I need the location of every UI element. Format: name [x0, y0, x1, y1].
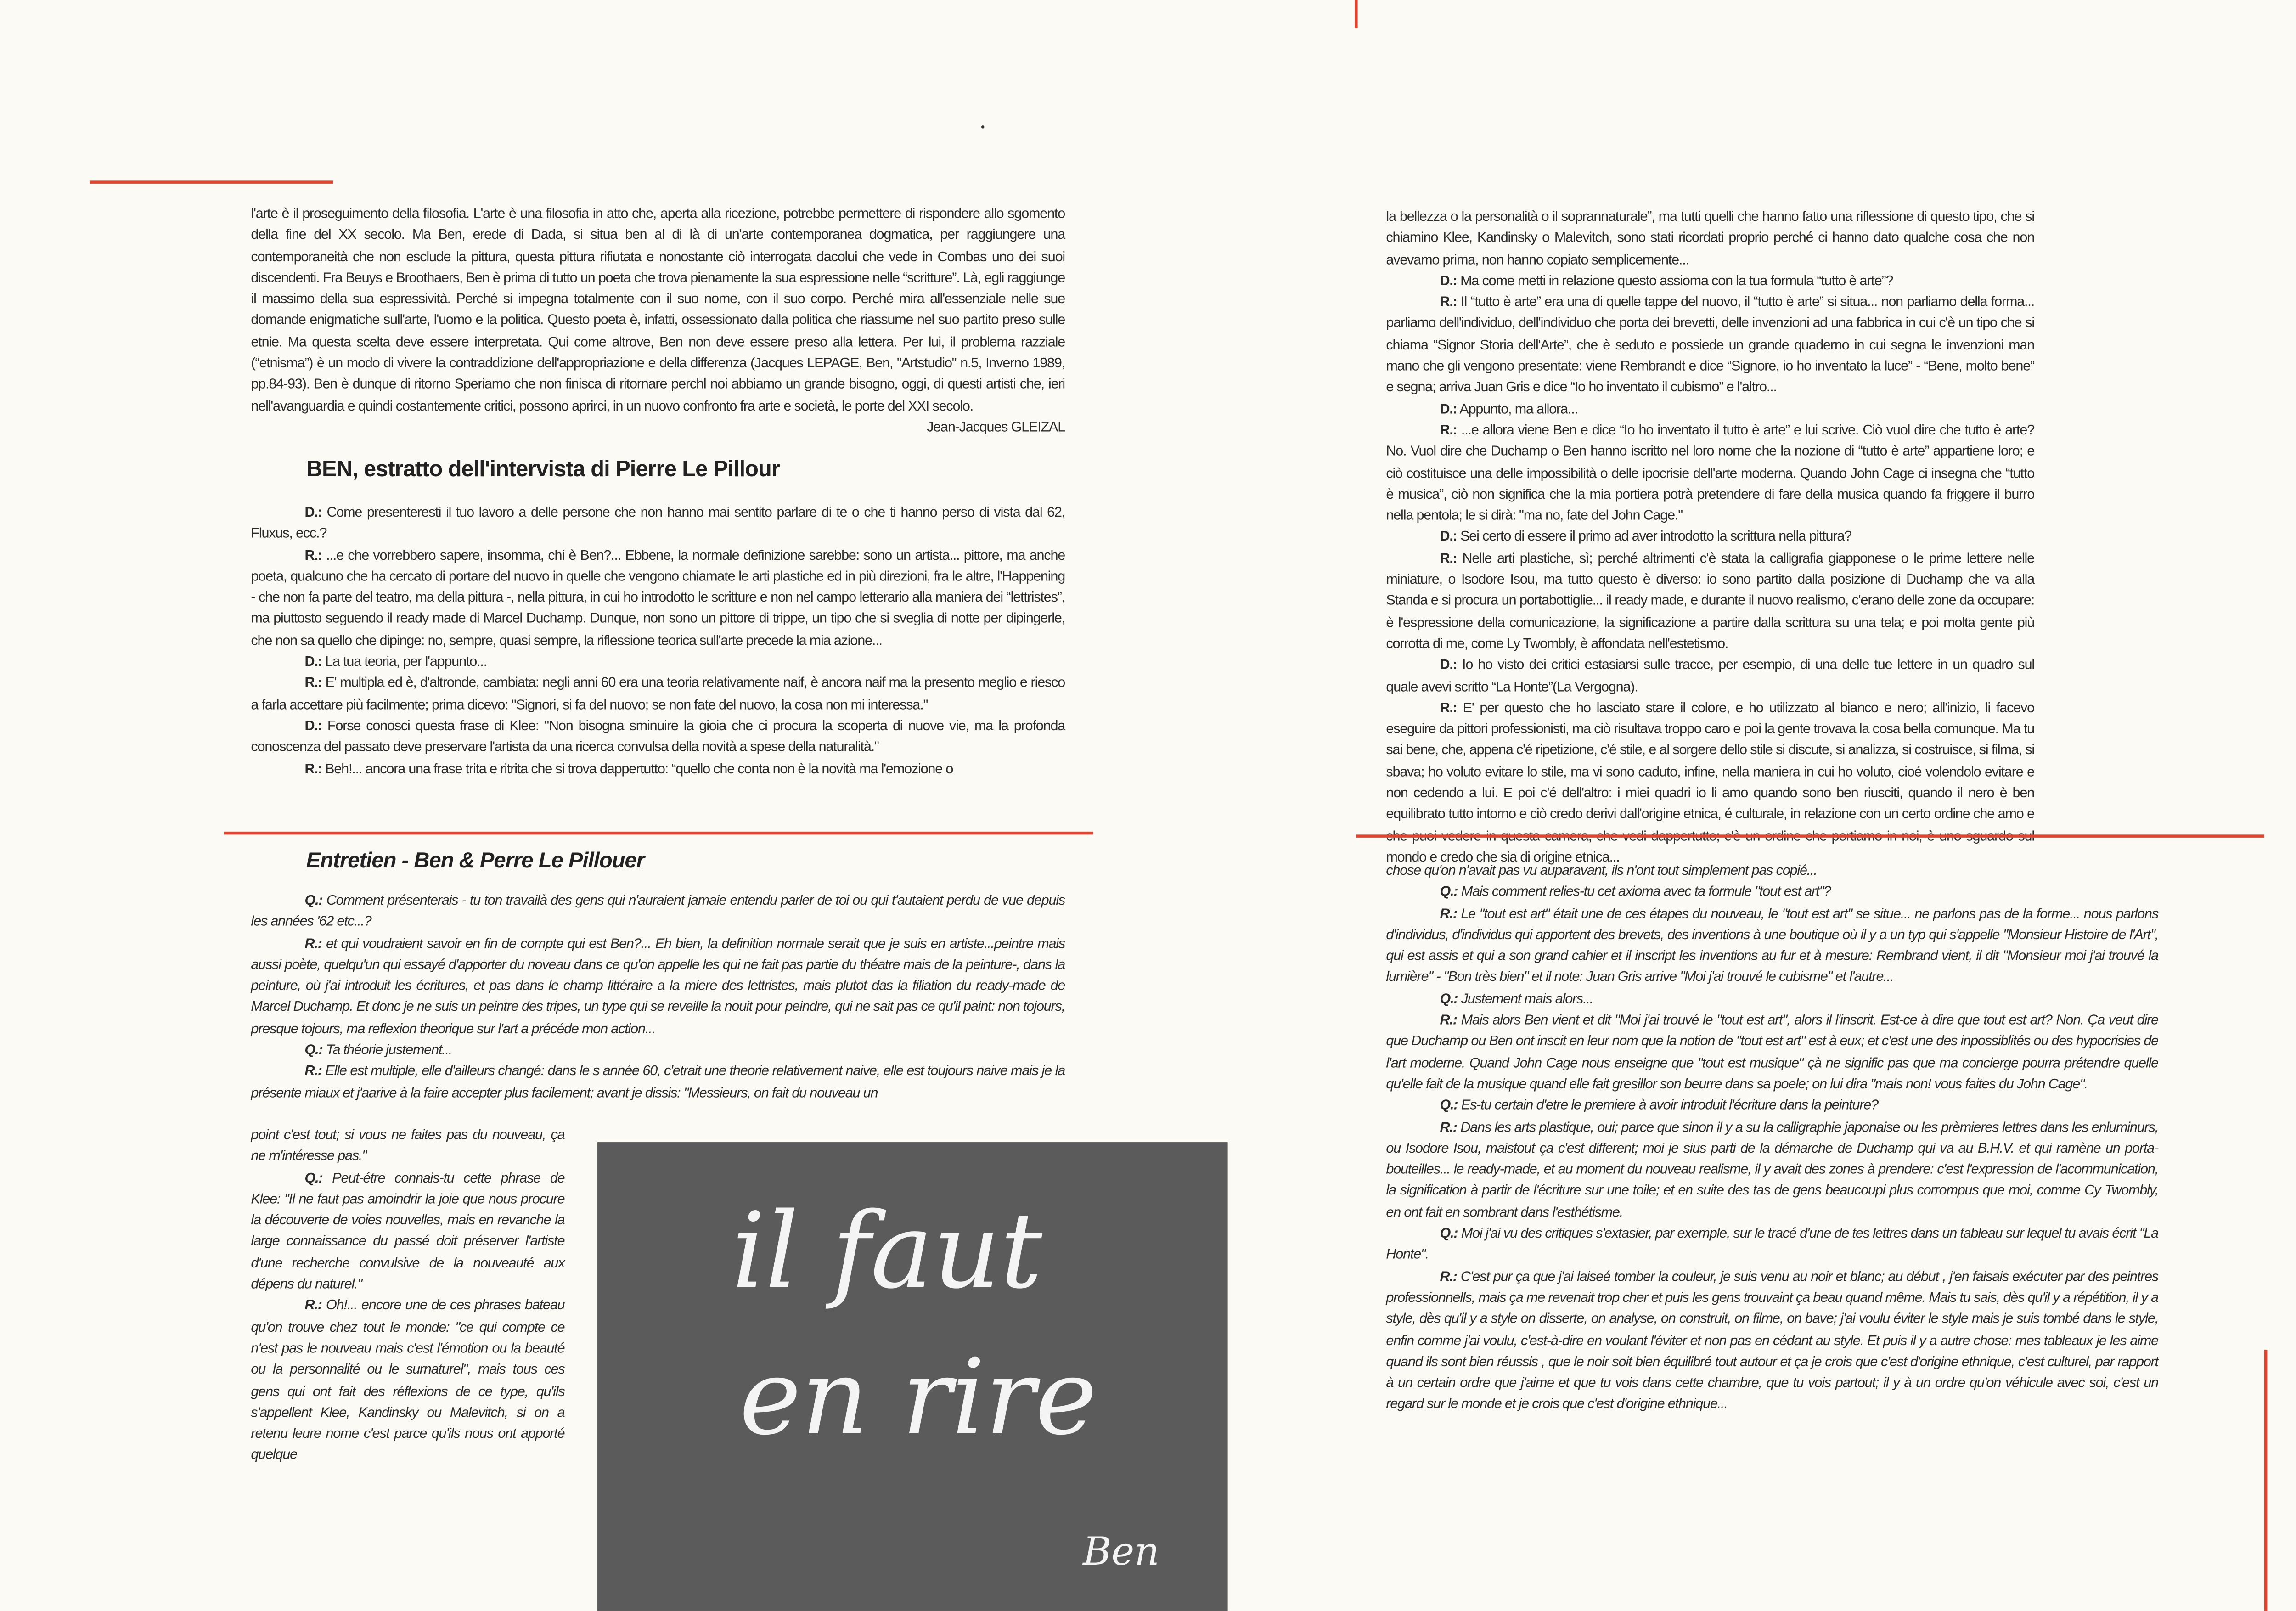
interview-paragraph	[251, 1061, 1065, 1104]
paragraph-text: Peut-étre connais-tu cette phrase de Klee: "Il ne faut pas amoindrir la joie que nous procure la découverte de voies nouvelles, mais en revanche la large connaissance du passé doit préserver l'artiste d'une recherche convulsive de la nouveauté aux dépens du naturel."	[251, 1168, 565, 1292]
speaker-label: R.:	[1440, 1117, 1457, 1134]
speaker-label: R.:	[304, 759, 322, 776]
interview-paragraph	[1386, 988, 2158, 1009]
interview-paragraph	[1386, 903, 2158, 988]
paragraph-text: Justement mais alors...	[1458, 989, 1593, 1006]
paragraph-text: ...e che vorrebbero sapere, insomma, chi è Ben?... Ebbene, la normale definizione sarebbe: sono un artista... pittore, ma anche poeta, qualcuno che ha cercato di portare del nuovo in quelle che vengono chiamate le arti plastiche ed in più direzioni, fra le altre, l'Happening - che non fa parte del teatro, ma della pittura -, nella pittura, in cui ho introdotto le scritture e non nel campo letterario alla maniera dei “lettristes”, ma piuttosto seguendo il ready made di Marcel Duchamp. Dunque, non sono un pittore di trippe, un tipo che si sveglia di notte per dipingerle, che non sa quello che dipinge: no, sempre, quasi sempre, la riflessione teorica sull'arte precede la mia azione...	[251, 546, 1065, 648]
italian-interview-title: BEN, estratto dell'intervista di Pierre Le Pillour	[306, 456, 780, 483]
paragraph-text: Elle est multiple, elle d'ailleurs changé: dans le s année 60, c'etrait une theorie relativement naive, elle est toujours naive mais je la présente miaux et j'aarive à la faire accepter plus facilement; avant je dissis: "Messieurs, on fait du nouveau un	[251, 1062, 1065, 1100]
interview-paragraph	[251, 544, 1065, 651]
paragraph-text: Oh!... encore une de ces phrases bateau qu'on trouve chez tout le monde: "ce qui compte ce n'est pas le nouveau mais c'est l'émotion ou la beauté ou la personnalité ou le surnaturel", mais tous ces gens qui ont fait des réflexions de ce type, qu'ils s'appellent Klee, Kandinsky ou Malevitch, si on a retenu leure nome c'est parce qu'ils nous ont apporté quelque	[251, 1296, 565, 1463]
speaker-label: R.:	[304, 1062, 322, 1079]
interview-paragraph	[1386, 292, 2034, 398]
speaker-label: R.:	[304, 1296, 322, 1313]
speaker-label: D.:	[304, 652, 322, 669]
artwork-text-line1: il faut	[732, 1190, 1042, 1312]
paragraph-text: Ta théorie justement...	[322, 1041, 452, 1058]
interview-paragraph	[251, 672, 1065, 715]
speaker-label: Q.:	[1440, 1224, 1458, 1241]
speaker-label: D.:	[304, 716, 322, 733]
speaker-label: R.:	[1440, 698, 1457, 715]
interview-paragraph	[1386, 1266, 2158, 1415]
intro-article	[251, 203, 1065, 438]
paragraph-text: Moi j'ai vu des critiques s'extasier, par exemple, sur le tracé d'une de tes lettres dans un tableau sur lequel tu avais écrit "La Honte".	[1386, 1224, 2159, 1262]
speaker-label: R.:	[1440, 421, 1457, 438]
author-signature: Jean-Jacques GLEIZAL	[927, 418, 1065, 434]
interview-paragraph	[1386, 654, 2034, 697]
paragraph-text: ...e allora viene Ben e dice “Io ho inventato il tutto è arte” e lui scrive. Ciò vuol dire che tutto è arte? No. Vuol dire che Duchamp o Ben hanno iscritto nel loro nome che la nozione di “tutto è arte” appartiene loro; e ciò costituisce una delle impossibilità o delle ipocrisie dell'arte moderna. Quando John Cage ci insegna che “tutto è musica”, ciò non significa che la mia portiera potrà pretendere di fare della musica quando fa friggere il burro nella pentola; le si dirà: "ma no, fate del John Cage."	[1386, 421, 2035, 523]
interview-paragraph	[251, 1167, 564, 1295]
speaker-label: R.:	[304, 934, 322, 951]
speaker-label: D.:	[1440, 655, 1457, 672]
speaker-label: D.:	[304, 503, 322, 520]
interview-paragraph	[251, 890, 1065, 933]
speaker-label: R.:	[1440, 1267, 1457, 1284]
paragraph-text: C'est pur ça que j'ai laiseé tomber la couleur, je suis venu au noir et blanc; au début , j'en faisais exécuter par des peintres professionnells, mais ça me revenait trop cher et puis les gens trouvaint ça beau quand même. Mais tu sais, dès qu'il y a répétition, il y a style, dès qu'il y a style on disserte, on analyse, on construit, on filme, on bave; j'ai voulu éviter le style mais je suis tombé dans le style, enfin comme j'ai voulu, c'est-à-dire en voulant l'éviter et non pas en cédant au style. Et puis il y a autre chose: mes tableaux je les aime quand ils sont bien réussis , que le noir soit bien équilibré tout autour et ça je crois que c'est d'origine ethnique, c'est culturel, par rapport à un certain ordre que j'aime et que tu vois dans cette chambre, que tu vois partout; il y à un ordre qu'on véhicule avec soi, c'est un regard sur le monde et je crois que c'est d'origine ethnique...	[1386, 1267, 2159, 1412]
intro-paragraph: l'arte è il proseguimento della filosofia. L'arte è una filosofia in atto che, aperta alla ricezione, potrebbe permettere di rispondere allo sgomento della fine del XX secolo. Ma Ben, erede di Dada, si situa ben al di là di un'arte contemporanea dogmatica, per raggiungere una contemporaneità che non esclude la pittura, questa pittura rifiutata e nonostante ciò interrogata dacolui che vede in Combas uno dei suoi discendenti. Fra Beuys e Broothaers, Ben è prima di tutto un poeta che trova pienamente la sua espressione nelle “scritture”. Là, egli raggiunge il massimo della sua espressività. Perché si impegna totalmente con il suo nome, con il suo corpo. Perché mira all'essenziale nelle sue domande enigmatiche sull'arte, l'uomo e la politica. Questo poeta è, infatti, ossessionato dalla politica che riassume nel suo partito preso sulle etnie. Ma questa scelta deve essere interpretata. Qui come altrove, Ben non deve essere preso alla lettera. Per lui, il problema razziale (“etnisma”) è un modo di vivere la contraddizione dell'appropriazione e della differenza (Jacques LEPAGE, Ben, "Artstudio" n.5, Inverno 1989, pp.84-93). Ben è dunque di ritorno Speriamo che non finisca di ritornare perchl noi abbiamo un grande bisogno, oggi, di questi artisti che, ieri nell'avanguardia e quindi costantemente critici, possono aprirci, in un nuovo confronto fra arte e società, le porte del XXI secolo.	[251, 204, 1065, 413]
french-interview-right	[1386, 860, 2158, 1415]
interview-paragraph	[251, 758, 1065, 779]
interview-paragraph	[251, 1124, 564, 1167]
paragraph-text: Nelle arti plastiche, sì; perché altrimenti c'è stata la calligrafia giapponese o le prime lettere nelle miniature, o Isodore Isou, ma tutto questo è diverso: io sono partito dalla posizione di Duchamp che va alla Standa e si procura un portabottiglie... il ready made, e durante il nuovo realismo, c'erano delle zone da occupare: è l'espressione della comunicazione, la significazione a partire dalla scrittura su una tela; e poi molta gente più corrotta di me, come Ly Twombly, è affondata nell'estetismo.	[1386, 549, 2035, 651]
interview-paragraph	[1386, 881, 2158, 902]
speaker-label: D.:	[1440, 271, 1457, 288]
speaker-label: R.:	[1440, 549, 1457, 566]
italian-interview-left	[251, 501, 1065, 779]
interview-paragraph	[251, 1295, 564, 1466]
paragraph-text: Beh!... ancora una frase trita e ritrita che si trova dappertutto: “quello che conta non è la novità ma l'emozione o	[321, 759, 953, 776]
paragraph-text: E' per questo che ho lasciato stare il colore, e ho utilizzato al bianco e nero; all'inizio, li facevo eseguire da pittori professionisti, ma ciò risultava troppo caro e poi la gente trovava la cosa bella comunque. Ma tu sai bene, che, appena c'é ripetizione, c'é stile, e al sorgere dello stile si discute, si analizza, si costruisce, si filma, si sbava; ho voluto evitare lo stile, ma vi sono caduto, infine, nella maniera in cui ho voluto, cioé volendolo evitare e non cedendo a lui. E poi c'é dell'altro: i miei quadri io li amo quando sono ben riusciti, quando il nero è ben equilibrato tutto intorno e ciò credo derivi dall'origine etnica, é culturale, in relazione con un certo ordine che amo e mondo e credo che sia di origine etnica...	[1386, 698, 2035, 865]
interview-paragraph	[1386, 270, 2034, 291]
speaker-label: R.:	[304, 674, 322, 691]
speaker-label: R.:	[1440, 1011, 1457, 1028]
speaker-label: D.:	[1440, 400, 1457, 416]
interview-paragraph	[1386, 860, 2158, 881]
speaker-label: R.:	[1440, 904, 1457, 921]
paragraph-text: E' multipla ed è, d'altronde, cambiata: negli anni 60 era una teoria relativamente naif, è ancora naif ma la presento meglio e riesco a farla accettare più facilmente; prima dicevo: "Signori, si fa del nuovo; se non fate del nuovo, la cosa non mi interessa."	[251, 674, 1065, 712]
red-rule	[224, 832, 1093, 835]
speaker-label: R.:	[304, 546, 322, 563]
interview-paragraph	[1386, 547, 2034, 654]
italian-interview-right	[1386, 206, 2034, 868]
paragraph-text: Il “tutto è arte” era una di quelle tappe del nuovo, il “tutto è arte” si situa... non parliamo della forma... parliamo dell'individuo, dell'individuo che porta dei brevetti, delle invenzioni ad una fabbrica in cui c'è un tipo che si chiama “Signor Storia dell'Arte”, che è seduto e possiede un grande quaderno in cui segna le invenzioni man mano che gli vengono presentate: viene Rembrandt e dice “Signore, io ho inventato la luce” - “Bene, molto bene” e segna; arriva Juan Gris e dice “Io ho inventato il cubismo” e l'altro...	[1386, 293, 2035, 395]
interview-paragraph	[1386, 419, 2034, 526]
paragraph-text: Mais comment relies-tu cet axioma avec ta formule "tout est art"?	[1458, 883, 1831, 900]
speaker-label: D.:	[1440, 528, 1457, 544]
paragraph-text: Sei certo di essere il primo ad aver introdotto la scrittura nella pittura?	[1457, 528, 1852, 544]
paragraph-text: Io ho visto dei critici estasiarsi sulle tracce, per esempio, di una delle tue lettere in un quadro sul quale avevi scritto “La Honte”(La Vergogna).	[1386, 655, 2035, 694]
french-interview-title: Entretien - Ben & Perre Le Pillouer	[306, 849, 645, 873]
ink-dot	[981, 125, 985, 129]
french-interview-left	[251, 890, 1065, 1104]
paragraph-text: La tua teoria, per l'appunto...	[321, 652, 487, 669]
red-rule	[90, 180, 333, 184]
interview-paragraph	[1386, 206, 2034, 270]
paragraph-text: Appunto, ma allora...	[1457, 400, 1578, 416]
interview-paragraph	[251, 933, 1065, 1039]
speaker-label: Q.:	[1440, 883, 1458, 900]
paragraph-text: la bellezza o la personalità o il soprannaturale”, ma tutti quelli che hanno fatto una riflessione di questo tipo, che si chiamino Klee, Kandinsky o Malevitch, sono stati ricordati proprio perché ci hanno dato qualche cosa che non avevamo prima, non hanno copiato semplicemente...	[1386, 207, 2035, 267]
paragraph-text: Come presenteresti il tuo lavoro a delle persone che non hanno mai sentito parlare di te o che ti hanno perso di vista dal 62, Fluxus, ecc.?	[251, 503, 1065, 541]
red-rule	[2264, 1350, 2268, 1611]
interview-paragraph	[1386, 398, 2034, 419]
speaker-label: Q.:	[304, 1168, 323, 1185]
interview-paragraph	[1386, 1223, 2158, 1266]
artwork-il-faut-en-rire	[597, 1142, 1228, 1611]
artwork-text-line2: en rire	[739, 1336, 1097, 1459]
paragraph-text: Le "tout est art" était une de ces étapes du nouveau, le "tout est art" se situe... ne parlons pas de la forme... nous parlons d'individus, d'individus qui apportent des brevets, des inventions à une boutique où il y a un typ qui s'appelle "Monsieur Histoire de l'Art", qui est assis et qui a son grand cahier et il inscript les inventions au fur et à mesure: Rembrand vient, il dit "Monsieur moi j'ai trouvé la lumière" - "Bon très bien" et il note: Juan Gris arrive "Moi j'ai trouvé le cubisme" et l'autre...	[1386, 904, 2159, 985]
artwork-signature: Ben	[1083, 1530, 1159, 1575]
french-interview-left-narrow	[251, 1124, 564, 1466]
interview-paragraph	[1386, 1095, 2158, 1116]
interview-paragraph	[1386, 697, 2034, 868]
interview-paragraph	[251, 651, 1065, 672]
interview-paragraph	[1386, 1009, 2158, 1095]
speaker-label: Q.:	[304, 1041, 323, 1058]
paragraph-text: Mais alors Ben vient et dit "Moi j'ai trouvé le "tout est art", alors il l'inscrit. Est-ce à dire que tout est art? Non. Ça veut dire que Duchamp ou Ben ont inscit en leur nom que la notion de "tout est art" est à eux; et c'est une des inpossiblités ou des hypocrisies de l'art moderne. Quand John Cage nous enseigne que "tout est musique" çà ne signific pas que ma concierge pourra prétendre quelle qu'elle fait de la musique quand elle fait gresillor son beurre dans sa poele; on lui dira "mais non! vous faites du John Cage".	[1386, 1011, 2159, 1092]
red-rule	[1356, 834, 2264, 838]
paragraph-text: Dans les arts plastique, oui; parce que sinon il y a su la calligraphie japonaise ou les prèmieres lettres dans les enluminurs, ou Isodore Isou, maistout ça c'est different; moi je sius parti de la démarche de Duchamp qui va au B.H.V. et qui ramène un porta-bouteilles... le ready-made, et au moment du nouveau realisme, il y avait des zones à prendere: c'est l'expression de l'acommunication, la signification à partir de l'écriture sur une toile; et en suite des tas de gens beaucoupi plus corrompus que moi, comme Cy Twombly, en ont fait en sombrant dans l'esthétisme.	[1386, 1117, 2159, 1220]
speaker-label: Q.:	[1440, 989, 1458, 1006]
paragraph-text: Comment présenterais - tu ton travailà des gens qui n'auraient jamaie entendu parler de toi ou qui t'autaient perdu de vue depuis les années '62 etc...?	[251, 891, 1065, 929]
paragraph-text: Es-tu certain d'etre le premiere à avoir introduit l'écriture dans la peinture?	[1458, 1096, 1878, 1113]
paragraph-text: Ma come metti in relazione questo assioma con la tua formula “tutto è arte”?	[1457, 271, 1893, 288]
interview-paragraph	[251, 715, 1065, 758]
speaker-label: Q.:	[1440, 1096, 1458, 1113]
paragraph-text: et qui voudraient savoir en fin de compte qui est Ben?... Eh bien, la definition normale serait que je suis en artiste...peintre mais aussi poète, quelqu'un qui essayé d'apporter du noveau dans ce qu'on appelle les qui ne fait pas partie du théatre mais de la peinture-, dans la peinture, où j'ai introduit les écritures, et pas dans le champ littéraire a la miere des lettristes, mais plutot das la filiation du ready-made de Marcel Duchamp. Et donc je ne suis un peintre des tripes, un type qui se reveille la nouit pour peindre, qui ne sait pas ce qu'il paint: non tojours, presque tojours, ma reflexion theorique sur l'art a précéde mon action...	[251, 934, 1065, 1036]
speaker-label: Q.:	[304, 891, 323, 908]
paragraph-text: Forse conosci questa frase di Klee: "Non bisogna sminuire la gioia che ci procura la scoperta di nuove vie, ma la profonda conoscenza del passato deve preservare l'artista da una ricerca convulsa della novità a spese della naturalità."	[251, 716, 1065, 755]
interview-paragraph	[1386, 526, 2034, 547]
interview-paragraph	[1386, 1116, 2158, 1222]
paragraph-text: chose qu'on n'avait pas vu auparavant, ils n'ont tout simplement pas copié...	[1386, 861, 1817, 878]
paragraph-text: point c'est tout; si vous ne faites pas du nouveau, ça ne m'intéresse pas."	[251, 1126, 565, 1164]
red-rule	[1355, 0, 1358, 28]
interview-paragraph	[251, 501, 1065, 544]
speaker-label: R.:	[1440, 293, 1457, 310]
interview-paragraph	[251, 1039, 1065, 1060]
